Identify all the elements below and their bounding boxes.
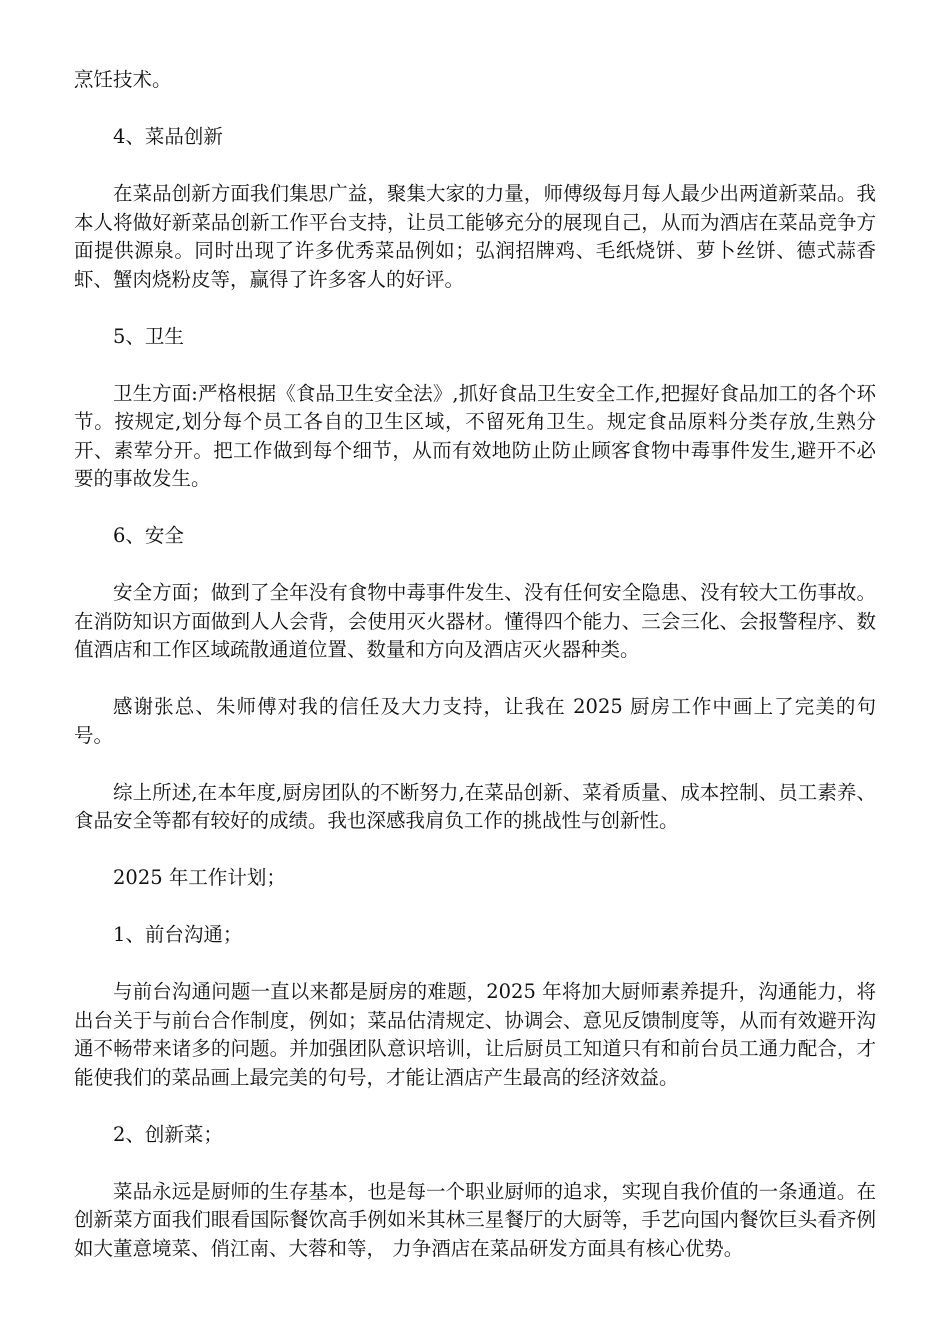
- paragraph-continuation: 烹饪技术。: [74, 68, 172, 91]
- section-heading-work-plan: 2025 年工作计划；: [113, 866, 286, 889]
- section-heading-hygiene: 5、卫生: [113, 324, 184, 348]
- section-heading-dish-innovation: 4、菜品创新: [113, 125, 223, 148]
- section-heading-safety: 6、安全: [113, 524, 184, 547]
- paragraph-thanks: 感谢张总、朱师傅对我的信任及大力支持，让我在 2025 厨房工作中画上了完美的句号。: [74, 695, 876, 747]
- paragraph-safety: 安全方面；做到了全年没有食物中毒事件发生、没有任何安全隐患、没有较大工伤事故。在消防知识方面做到人人会背，会使用灭火器材。懂得四个能力、三会三化、会报警程序、数值酒店和工作区域疏散通道位置、数量和方向及酒店灭火器种类。: [74, 581, 876, 661]
- paragraph-front-desk: 与前台沟通问题一直以来都是厨房的难题，2025 年将加大厨师素养提升，沟通能力，将出台关于与前台合作制度，例如；菜品估清规定、协调会、意见反馈制度等，从而有效避开沟通不畅带来诸多的问题。并加强团队意识培训，让后厨员工知道只有和前台员工通力配合，才能使我们的菜品画上最完美的句号，才能让酒店产生最高的经济效益。: [74, 980, 876, 1089]
- paragraph-hygiene: 卫生方面:严格根据《食品卫生安全法》,抓好食品卫生安全工作,把握好食品加工的各个环节。按规定,划分每个员工各自的卫生区域，不留死角卫生。规定食品原料分类存放,生熟分开、素荤分开。把工作做到每个细节，从而有效地防止防止顾客食物中毒事件发生,避开不必要的事故发生。: [74, 381, 876, 490]
- section-heading-new-dishes: 2、创新菜；: [113, 1122, 223, 1146]
- paragraph-dish-innovation: 在菜品创新方面我们集思广益，聚集大家的力量，师傅级每月每人最少出两道新菜品。我本人将做好新菜品创新工作平台支持，让员工能够充分的展现自己，从而为酒店在菜品竞争方面提供源泉。同时出现了许多优秀菜品例如；弘润招牌鸡、毛纸烧饼、萝卜丝饼、德式蒜香虾、蟹肉烧粉皮等，赢得了许多客人的好评。: [74, 182, 876, 291]
- paragraph-new-dishes: 菜品永远是厨师的生存基本，也是每一个职业厨师的追求，实现自我价值的一条通道。在创新菜方面我们眼看国际餐饮高手例如米其林三星餐厅的大厨等，手艺向国内餐饮巨头看齐例如大董意境菜、俏江南、大蓉和等， 力争酒店在菜品研发方面具有核心优势。: [74, 1179, 876, 1260]
- section-heading-front-desk: 1、前台沟通；: [113, 923, 243, 946]
- paragraph-summary: 综上所述,在本年度,厨房团队的不断努力,在菜品创新、菜肴质量、成本控制、员工素养、食品安全等都有较好的成绩。我也深感我肩负工作的挑战性与创新性。: [74, 780, 876, 832]
